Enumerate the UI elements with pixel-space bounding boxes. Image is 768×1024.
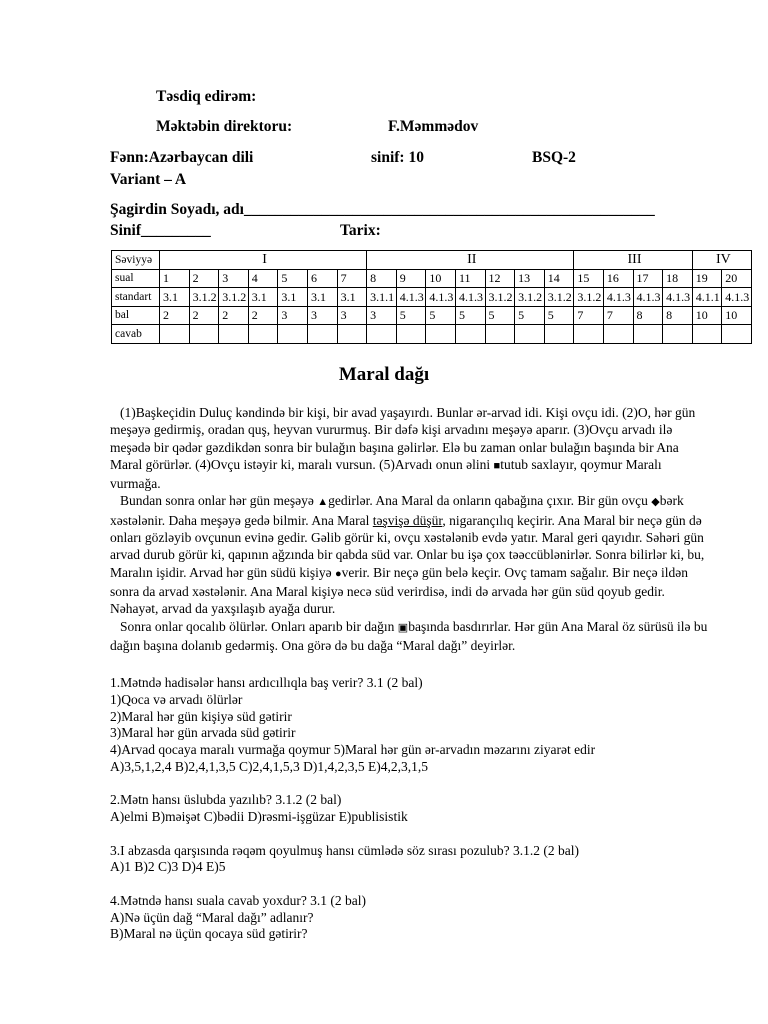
- points-cell: 5: [426, 306, 456, 325]
- paragraph-2-text-a: Bundan sonra onlar hər gün meşəyə: [120, 493, 318, 509]
- points-cell: 2: [160, 306, 190, 325]
- answer-cell[interactable]: [485, 325, 515, 344]
- standard-cell: 4.1.3: [396, 288, 426, 307]
- points-label: bal: [112, 306, 160, 325]
- answer-cell[interactable]: [219, 325, 249, 344]
- standard-cell: 3.1.1: [367, 288, 397, 307]
- standard-cell: 3.1: [278, 288, 308, 307]
- question-row: [112, 269, 752, 288]
- question-number-cell: 16: [603, 269, 633, 288]
- points-cell: 5: [396, 306, 426, 325]
- points-cell: 8: [663, 306, 693, 325]
- standard-label: standart: [112, 288, 160, 307]
- question-1-option-4-5: 4)Arvad qocaya maralı vurmağa qoymur 5)Maral hər gün ər-arvadın məzarını ziyarət edir: [110, 742, 596, 758]
- question-2-text: 2.Mətn hansı üslubda yazılıb? 3.1.2 (2 bal): [110, 792, 342, 808]
- student-name-field[interactable]: [110, 201, 655, 219]
- answer-cell[interactable]: [367, 325, 397, 344]
- answer-cell[interactable]: [633, 325, 663, 344]
- paragraph-1-end: tutub saxlayır, qoymur Maralı vurmağa.: [110, 456, 662, 492]
- paragraph-2-text-b: gedirlər. Ana Maral da onların qabağına çıxır. Bir gün ovçu: [328, 493, 652, 509]
- level-iii: III: [574, 251, 692, 270]
- paragraph-2-text-c: bərk xəstələnir. Daha meşəyə gedə bilmir. Ana Maral: [110, 493, 684, 528]
- answer-cell[interactable]: [455, 325, 485, 344]
- question-number-cell: 3: [219, 269, 249, 288]
- points-cell: 3: [337, 306, 367, 325]
- answer-cell[interactable]: [426, 325, 456, 344]
- points-cell: 2: [219, 306, 249, 325]
- test-code: BSQ-2: [532, 149, 576, 166]
- answer-cell[interactable]: [160, 325, 190, 344]
- question-1-option-1: 1)Qoca və arvadı ölürlər: [110, 691, 243, 707]
- student-name-label: Şagirdin Soyadı, adı: [110, 201, 244, 218]
- paragraph-1: [110, 404, 710, 492]
- points-cell: 3: [367, 306, 397, 325]
- standard-cell: 3.1.2: [544, 288, 574, 307]
- points-cell: 5: [544, 306, 574, 325]
- standard-cell: 3.1.2: [574, 288, 604, 307]
- question-number-cell: 7: [337, 269, 367, 288]
- circle-icon: ●: [334, 567, 342, 580]
- points-cell: 5: [515, 306, 545, 325]
- answer-cell[interactable]: [544, 325, 574, 344]
- question-number-cell: 6: [307, 269, 337, 288]
- points-cell: 5: [485, 306, 515, 325]
- score-table: [111, 250, 752, 344]
- question-2-answers[interactable]: A)elmi B)məişət C)bədii D)rəsmi-işgüzar E)publisistik: [110, 809, 408, 825]
- points-cell: 7: [574, 306, 604, 325]
- question-1: [110, 675, 730, 776]
- question-number-cell: 5: [278, 269, 308, 288]
- points-cell: 10: [722, 306, 752, 325]
- standard-cell: 4.1.3: [663, 288, 693, 307]
- standard-row: [112, 288, 752, 307]
- standard-cell: 3.1: [337, 288, 367, 307]
- question-number-cell: 14: [544, 269, 574, 288]
- answer-cell[interactable]: [307, 325, 337, 344]
- square-icon: ■: [493, 459, 501, 472]
- grade-label: sinif: 10: [371, 149, 424, 166]
- paragraph-3-text-a: Sonra onlar qocalıb ölürlər. Onları aparıb bir dağın: [120, 618, 398, 634]
- question-number-cell: 11: [455, 269, 485, 288]
- question-number-cell: 8: [367, 269, 397, 288]
- standard-cell: 4.1.3: [603, 288, 633, 307]
- points-cell: 2: [189, 306, 219, 325]
- question-number-cell: 13: [515, 269, 545, 288]
- paragraph-1-text: (1)Başkeçidin Duluç kəndində bir kişi, bir avad yaşayırdı. Bunlar ər-arvad idi. Kişi ovçu idi. (2)O, hər gün meşəyə gedirmiş, oradan quş, heyvan vururmuş. Bir dəfə kişi arvadını meşəyə aparır. (3)Ovçu arvadı ilə meşədə bir qədər gəzdikdən sonra bir bulağın başına gəlirlər. Elə bu zaman onlar bulağın başında bir Ana Maral görürlər. (4)Ovçu istəyir ki, maralı vursun. (5)Arvadı onun əlini: [110, 405, 696, 472]
- level-iv: IV: [692, 251, 751, 270]
- triangle-icon: ▲: [317, 496, 329, 509]
- director-label: Məktəbin direktoru:: [156, 118, 293, 135]
- class-field[interactable]: [110, 222, 211, 240]
- question-4-text: 4.Mətndə hansı suala cavab yoxdur? 3.1 (2 bal): [110, 892, 367, 908]
- answer-cell[interactable]: [663, 325, 693, 344]
- standard-cell: 3.1.2: [189, 288, 219, 307]
- standard-cell: 4.1.1: [692, 288, 722, 307]
- question-number-cell: 20: [722, 269, 752, 288]
- variant-label: Variant – A: [110, 171, 187, 188]
- answer-cell[interactable]: [574, 325, 604, 344]
- director-name: F.Məmmədov: [388, 118, 479, 135]
- diamond-icon: ◆: [651, 496, 660, 509]
- points-cell: 5: [455, 306, 485, 325]
- question-number-cell: 19: [692, 269, 722, 288]
- question-4-option-b[interactable]: B)Maral nə üçün qocaya süd gətirir?: [110, 926, 308, 942]
- question-1-option-2: 2)Maral hər gün kişiyə süd gətirir: [110, 708, 292, 724]
- underlined-phrase: təşvişə düşür: [372, 512, 443, 528]
- standard-cell: 4.1.3: [426, 288, 456, 307]
- question-1-text: 1.Mətndə hadisələr hansı ardıcıllıqla baş verir? 3.1 (2 bal): [110, 675, 423, 690]
- question-number-cell: 17: [633, 269, 663, 288]
- reading-passage: [110, 404, 710, 654]
- question-number-cell: 10: [426, 269, 456, 288]
- paragraph-2: [110, 492, 710, 617]
- points-row: [112, 306, 752, 325]
- points-cell: 2: [248, 306, 278, 325]
- paragraph-3-text-b: başında basdırırlar. Hər gün Ana Maral öz sürüsü ilə bu dağın başına dolanıb gedərmiş. Ona görə də bu dağa “Maral dağı” deyirlər.: [110, 618, 708, 653]
- level-label: Səviyyə: [112, 251, 160, 270]
- answer-cell[interactable]: [603, 325, 633, 344]
- standard-cell: 3.1: [160, 288, 190, 307]
- question-number-cell: 4: [248, 269, 278, 288]
- question-3: [110, 843, 730, 877]
- question-4-option-a[interactable]: A)Nə üçün dağ “Maral dağı” adlanır?: [110, 909, 314, 925]
- question-2: [110, 792, 730, 826]
- question-4: [110, 893, 730, 943]
- answer-cell[interactable]: [396, 325, 426, 344]
- level-row: [112, 251, 752, 270]
- answer-cell[interactable]: [337, 325, 367, 344]
- class-line: _________: [141, 222, 211, 239]
- class-label: Sinif: [110, 222, 142, 239]
- question-3-text: 3.I abzasda qarşısında rəqəm qoyulmuş hansı cümlədə söz sırası pozulub? 3.1.2 (2 bal): [110, 842, 579, 858]
- answer-cell[interactable]: [189, 325, 219, 344]
- question-number-cell: 12: [485, 269, 515, 288]
- standard-cell: 3.1: [248, 288, 278, 307]
- framed-square-icon: ▣: [397, 621, 409, 634]
- answer-label: cavab: [112, 325, 160, 344]
- question-number-cell: 1: [160, 269, 190, 288]
- date-label: Tarix:: [340, 222, 381, 239]
- question-1-answers[interactable]: A)3,5,1,2,4 B)2,4,1,3,5 C)2,4,1,5,3 D)1,4,2,3,5 E)4,2,3,1,5: [110, 758, 428, 774]
- paragraph-2-text-e: verir. Bir neçə gün belə keçir. Ovç tamam sağalır. Bir neçə ildən sonra da arvad xəstələnir. Ana Maral kişiyə necə süd verirdisə, indi də arvada hər gün süd qoyub gedir. Nəhayət, arvad da yaxşılaşıb ayağa durur.: [110, 564, 689, 617]
- question-list: [110, 675, 730, 960]
- level-i: I: [160, 251, 367, 270]
- answer-row: [112, 325, 752, 344]
- student-name-line: _____________________________________________________: [243, 201, 655, 218]
- question-label: sual: [112, 269, 160, 288]
- subject-label: Fənn:Azərbaycan dili: [110, 149, 254, 166]
- answer-cell[interactable]: [248, 325, 278, 344]
- approval-label: Təsdiq edirəm:: [156, 88, 257, 105]
- standard-cell: 3.1.2: [485, 288, 515, 307]
- question-number-cell: 9: [396, 269, 426, 288]
- level-ii: II: [367, 251, 574, 270]
- answer-cell[interactable]: [722, 325, 752, 344]
- standard-cell: 3.1: [307, 288, 337, 307]
- text-title: Maral dağı: [338, 364, 430, 385]
- points-cell: 3: [307, 306, 337, 325]
- standard-cell: 4.1.3: [633, 288, 663, 307]
- paragraph-3: [110, 618, 710, 655]
- standard-cell: 3.1.2: [515, 288, 545, 307]
- points-cell: 10: [692, 306, 722, 325]
- points-cell: 3: [278, 306, 308, 325]
- points-cell: 7: [603, 306, 633, 325]
- answer-cell[interactable]: [692, 325, 722, 344]
- standard-cell: 4.1.3: [455, 288, 485, 307]
- answer-cell[interactable]: [515, 325, 545, 344]
- question-3-answers[interactable]: A)1 B)2 C)3 D)4 E)5: [110, 859, 226, 875]
- points-cell: 8: [633, 306, 663, 325]
- question-number-cell: 2: [189, 269, 219, 288]
- answer-cell[interactable]: [278, 325, 308, 344]
- question-number-cell: 15: [574, 269, 604, 288]
- standard-cell: 4.1.3: [722, 288, 752, 307]
- paragraph-2-text-d: , nigarançılıq keçirir. Ana Maral bir neçə gün də onları gözləyib ovçunun evinə gedir. Gəlib görür ki, ovçu xəstələnib evdə yatır. Maral geri qayıdır. Səhəri gün arvad durub görür ki, qapının ağzında bir qabda süd var. Onlar bu işə çox təəccüblənirlər. Sonra bilirlər ki, bu, Maralın işidir. Arvad hər gün südü kişiyə: [110, 512, 705, 580]
- standard-cell: 3.1.2: [219, 288, 249, 307]
- question-number-cell: 18: [663, 269, 693, 288]
- question-1-option-3: 3)Maral hər gün arvada süd gətirir: [110, 725, 296, 741]
